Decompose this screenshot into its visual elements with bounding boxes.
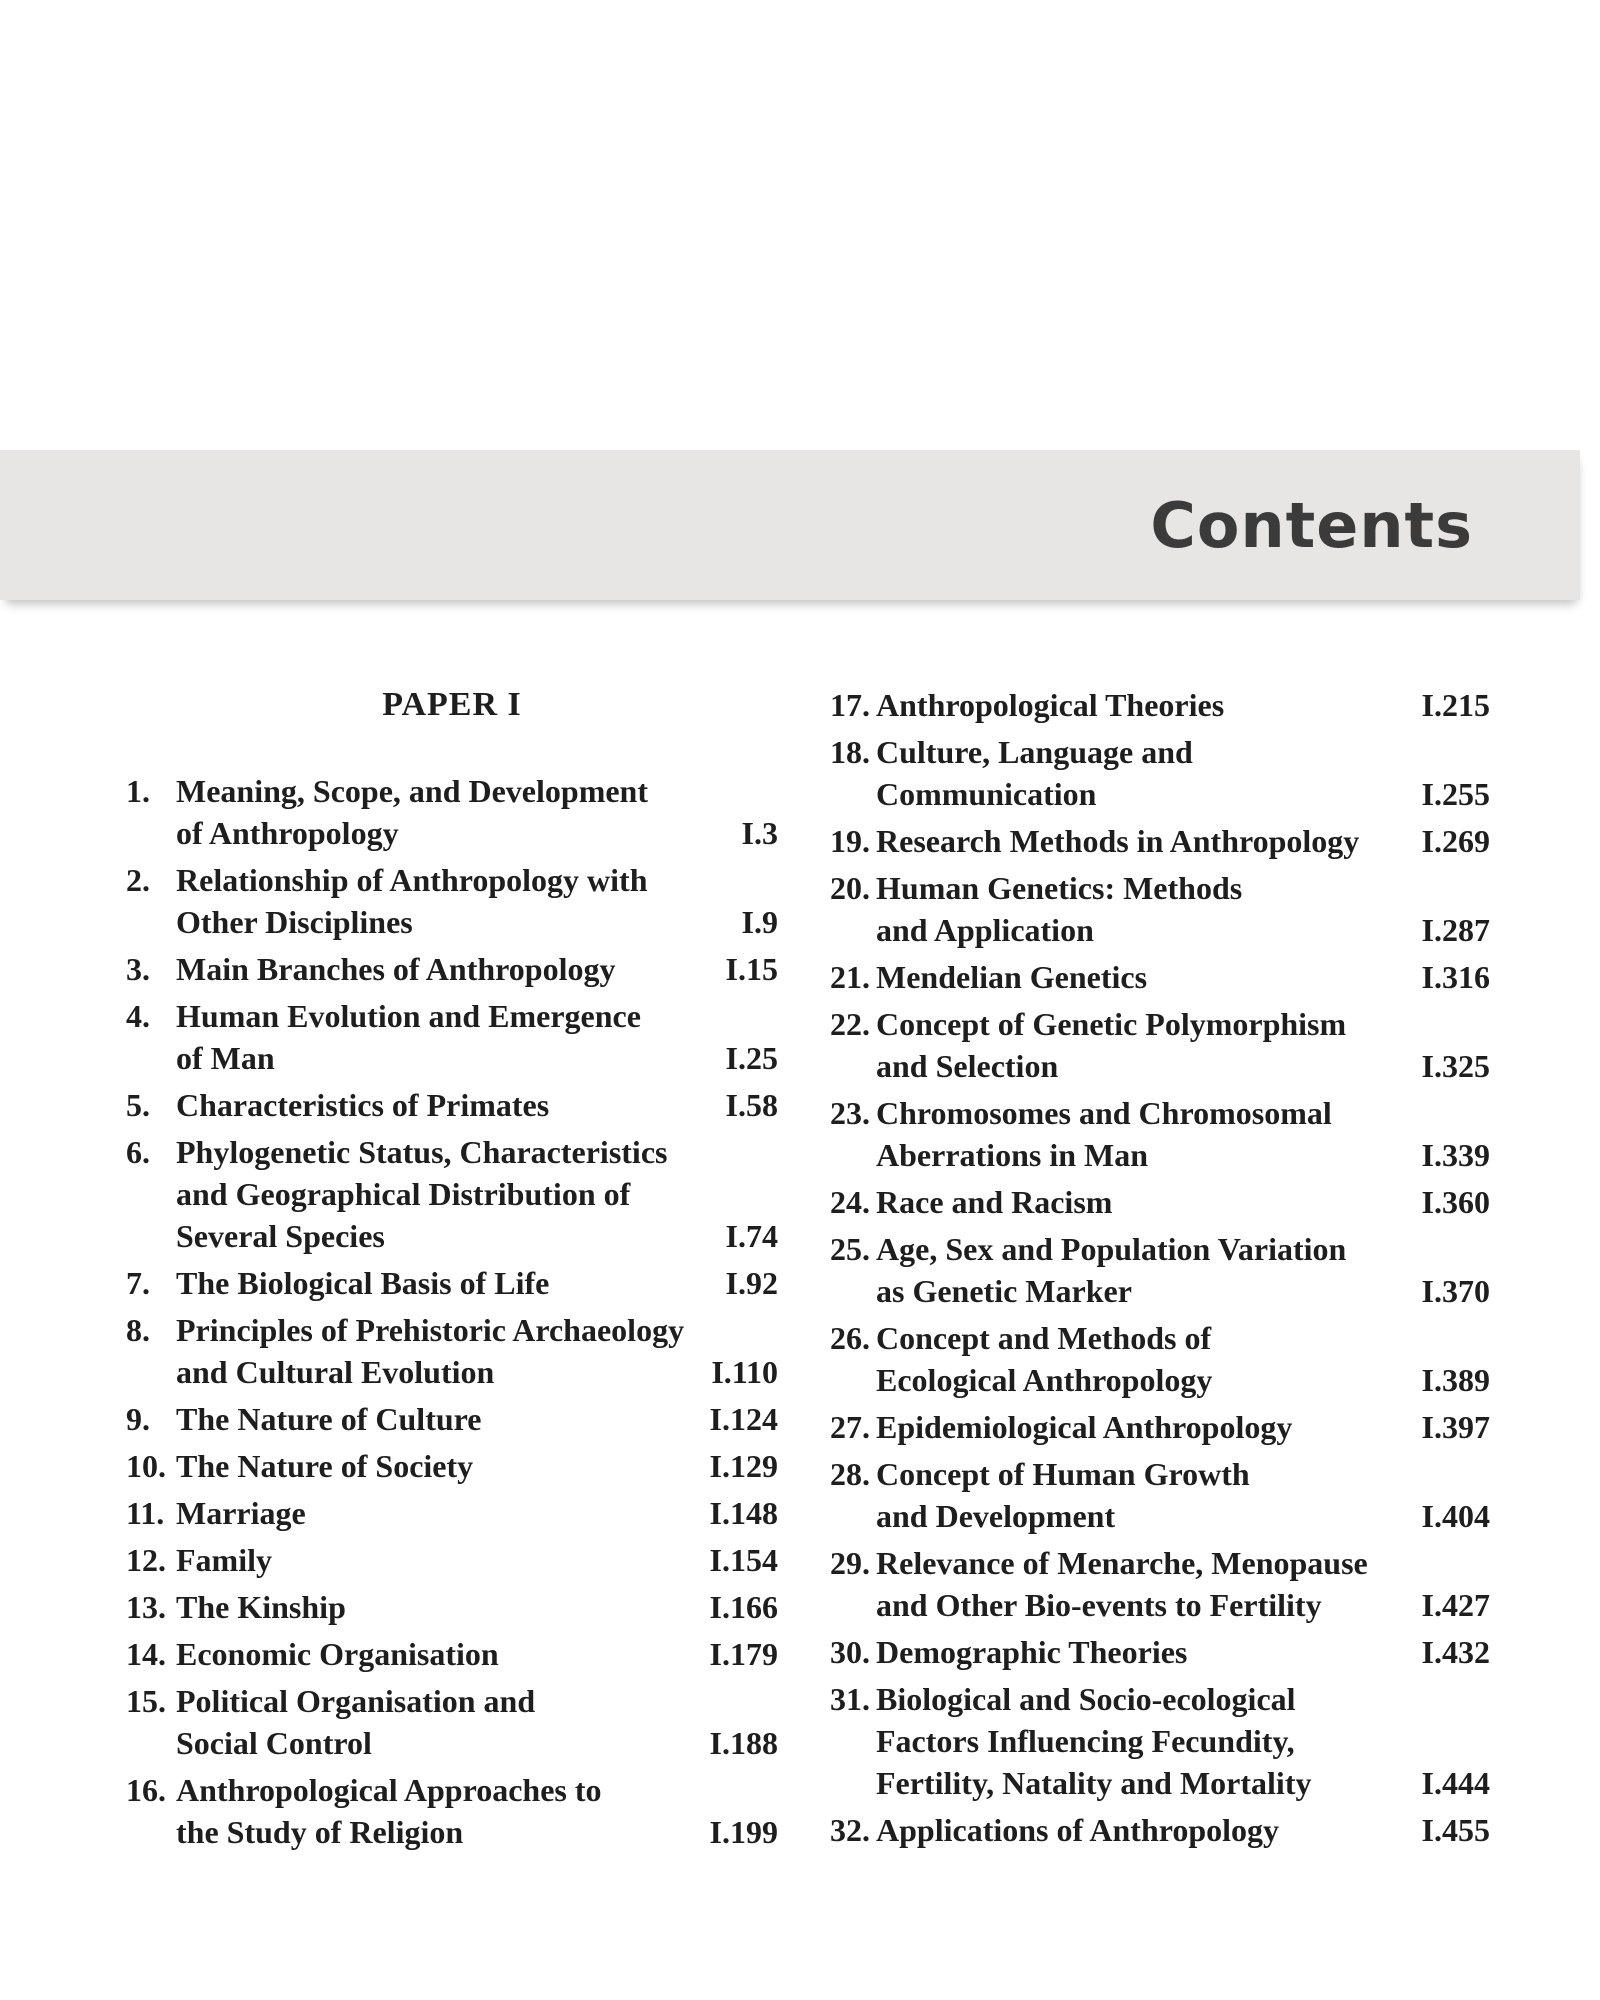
entry-line [176,1351,778,1393]
toc-entry [126,1262,778,1304]
entry-page-number: I.444 [1421,1765,1490,1801]
entry-body [876,1003,1490,1087]
entry-title-text: and Other Bio-events to Fertility [876,1587,1322,1623]
entry-number: 17. [830,687,870,723]
entry-line [176,1309,778,1351]
entry-page-number: I.15 [725,951,778,987]
entry-title-text: Main Branches of Anthropology [176,951,616,987]
toc-entry [830,1809,1490,1851]
entry-number: 6. [126,1134,150,1170]
entry-number: 4. [126,998,150,1034]
entry-line [176,995,778,1037]
entry-body [876,956,1490,998]
entry-title-text: and Cultural Evolution [176,1354,495,1390]
entry-title-text: Marriage [176,1495,306,1531]
entry-page-number: I.148 [709,1495,778,1531]
entry-number: 9. [126,1401,150,1437]
entry-number: 10. [126,1448,166,1484]
entry-title-text: Other Disciplines [176,904,413,940]
entry-line [876,773,1490,815]
entry-title-text: The Nature of Culture [176,1401,482,1437]
entry-page-number: I.154 [709,1542,778,1578]
entry-page-number: I.316 [1421,959,1490,995]
entry-title-text: and Application [876,912,1094,948]
entry-number: 26. [830,1320,870,1356]
entry-line [176,1539,778,1581]
entry-line [876,1762,1490,1804]
entry-title-text: Demographic Theories [876,1634,1188,1670]
entry-line [876,1542,1490,1584]
entry-title-text: Concept of Genetic Polymorphism [876,1006,1347,1042]
entry-title-text: Characteristics of Primates [176,1087,550,1123]
table-of-contents [126,684,1494,1858]
entry-line [876,1134,1490,1176]
toc-entry [830,1631,1490,1673]
entry-page-number: I.25 [725,1040,778,1076]
entry-line [176,812,778,854]
entry-page-number: I.129 [709,1448,778,1484]
entry-page-number: I.179 [709,1636,778,1672]
entry-page-number: I.3 [741,815,778,851]
entry-title-text: Human Evolution and Emergence [176,998,641,1034]
entry-body [176,1769,778,1853]
entry-line [176,859,778,901]
entry-line [876,1631,1490,1673]
entry-title-text: of Man [176,1040,275,1076]
entry-number: 23. [830,1095,870,1131]
entry-title-text: Concept of Human Growth [876,1456,1250,1492]
entry-page-number: I.432 [1421,1634,1490,1670]
entry-body [876,1631,1490,1673]
entry-body [876,1092,1490,1176]
entry-number: 18. [830,734,870,770]
entry-number: 15. [126,1683,166,1719]
entry-number: 30. [830,1634,870,1670]
entry-number: 31. [830,1681,870,1717]
entry-line [876,1181,1490,1223]
entry-number: 16. [126,1772,166,1808]
entry-page-number: I.58 [725,1087,778,1123]
toc-entry [830,1406,1490,1448]
entry-number: 21. [830,959,870,995]
entry-number: 7. [126,1265,150,1301]
entry-body [876,1453,1490,1537]
entry-title-text: the Study of Religion [176,1814,464,1850]
toc-left-entries [126,770,778,1853]
entry-line [876,867,1490,909]
toc-entry [830,1003,1490,1087]
toc-entry [126,995,778,1079]
entry-line [176,1492,778,1534]
entry-line [876,1228,1490,1270]
toc-entry [126,1633,778,1675]
entry-line [876,1495,1490,1537]
entry-body [176,1262,778,1304]
entry-number: 11. [126,1495,165,1531]
entry-number: 8. [126,1312,150,1348]
entry-number: 28. [830,1456,870,1492]
entry-body [876,1406,1490,1448]
toc-entry [830,1181,1490,1223]
entry-line [176,1680,778,1722]
entry-title-text: and Geographical Distribution of [176,1176,631,1212]
entry-body [176,995,778,1079]
toc-entry [830,731,1490,815]
toc-right-entries [830,684,1490,1851]
entry-title-text: Research Methods in Anthropology [876,823,1360,859]
entry-body [876,820,1490,862]
entry-line [876,1584,1490,1626]
entry-title-text: Social Control [176,1725,372,1761]
entry-line [176,1633,778,1675]
entry-title-text: Applications of Anthropology [876,1812,1280,1848]
entry-title-text: Age, Sex and Population Variation [876,1231,1347,1267]
entry-title-text: Epidemiological Anthropology [876,1409,1293,1445]
entry-line [876,956,1490,998]
entry-line [876,820,1490,862]
entry-line [876,1359,1490,1401]
entry-line [876,1406,1490,1448]
entry-title-text: and Development [876,1498,1116,1534]
entry-page-number: I.188 [709,1725,778,1761]
entry-body [876,1678,1490,1804]
entry-title-text: Phylogenetic Status, Characteristics [176,1134,668,1170]
entry-line [176,1398,778,1440]
contents-banner [0,450,1580,600]
entry-line [176,1811,778,1853]
entry-line [176,770,778,812]
toc-entry [830,1542,1490,1626]
entry-number: 19. [830,823,870,859]
entry-number: 14. [126,1636,166,1672]
entry-title-text: Economic Organisation [176,1636,499,1672]
entry-body [176,1131,778,1257]
entry-body [176,1309,778,1393]
toc-entry [126,1398,778,1440]
entry-line [876,909,1490,951]
toc-entry [126,1492,778,1534]
toc-entry [126,1769,778,1853]
entry-body [876,1542,1490,1626]
entry-body [876,684,1490,726]
toc-entry [830,1228,1490,1312]
entry-page-number: I.215 [1421,687,1490,723]
entry-title-text: Relevance of Menarche, Menopause [876,1545,1368,1581]
entry-page-number: I.9 [741,904,778,940]
entry-body [176,1084,778,1126]
entry-page-number: I.370 [1421,1273,1490,1309]
entry-body [176,770,778,854]
entry-line [176,1262,778,1304]
entry-line [876,731,1490,773]
entry-body [876,1317,1490,1401]
entry-number: 3. [126,951,150,987]
entry-page-number: I.124 [709,1401,778,1437]
entry-line [876,1317,1490,1359]
page-title: Contents [1150,489,1473,562]
toc-entry [830,1317,1490,1401]
entry-number: 2. [126,862,150,898]
entry-body [176,1633,778,1675]
entry-number: 12. [126,1542,166,1578]
entry-line [876,1720,1490,1762]
entry-line [176,1037,778,1079]
entry-title-text: Concept and Methods of [876,1320,1212,1356]
entry-body [176,948,778,990]
entry-title-text: Factors Influencing Fecundity, [876,1723,1295,1759]
entry-line [876,1045,1490,1087]
entry-number: 29. [830,1545,870,1581]
entry-title-text: Principles of Prehistoric Archaeology [176,1312,685,1348]
toc-entry [126,770,778,854]
toc-entry [126,859,778,943]
toc-entry [830,1678,1490,1804]
entry-body [176,1539,778,1581]
entry-page-number: I.455 [1421,1812,1490,1848]
paper-heading: PAPER I [382,686,522,723]
entry-title-text: Relationship of Anthropology with [176,862,648,898]
entry-page-number: I.397 [1421,1409,1490,1445]
entry-body [876,1181,1490,1223]
entry-title-text: and Selection [876,1048,1059,1084]
entry-title-text: Human Genetics: Methods [876,870,1243,906]
entry-title-text: Communication [876,776,1097,812]
toc-entry [126,948,778,990]
entry-page-number: I.339 [1421,1137,1490,1173]
entry-body [176,1680,778,1764]
entry-title-text: Political Organisation and [176,1683,536,1719]
entry-page-number: I.427 [1421,1587,1490,1623]
toc-entry [126,1680,778,1764]
toc-entry [830,867,1490,951]
entry-title-text: Biological and Socio-ecological [876,1681,1296,1717]
entry-title-text: The Biological Basis of Life [176,1265,550,1301]
entry-line [176,1173,778,1215]
entry-body [176,1398,778,1440]
entry-line [176,1769,778,1811]
entry-number: 20. [830,870,870,906]
entry-title-text: of Anthropology [176,815,399,851]
entry-body [876,867,1490,951]
entry-line [176,1586,778,1628]
entry-page-number: I.325 [1421,1048,1490,1084]
entry-line [876,1453,1490,1495]
entry-title-text: Mendelian Genetics [876,959,1148,995]
entry-line [176,1084,778,1126]
entry-line [176,1445,778,1487]
entry-title-text: Race and Racism [876,1184,1113,1220]
entry-title-text: Family [176,1542,272,1578]
toc-left-column [126,684,778,1858]
entry-page-number: I.110 [711,1354,778,1390]
entry-line [876,1270,1490,1312]
entry-body [176,859,778,943]
entry-page-number: I.287 [1421,912,1490,948]
toc-entry [126,1084,778,1126]
toc-entry [126,1309,778,1393]
toc-entry [126,1131,778,1257]
entry-title-text: Aberrations in Man [876,1137,1148,1173]
entry-line [176,948,778,990]
entry-body [176,1445,778,1487]
toc-entry [126,1445,778,1487]
entry-title-text: Culture, Language and [876,734,1193,770]
entry-line [176,1215,778,1257]
entry-body [876,1809,1490,1851]
entry-page-number: I.166 [709,1589,778,1625]
entry-line [876,1809,1490,1851]
entry-body [876,1228,1490,1312]
entry-line [876,1678,1490,1720]
entry-page-number: I.199 [709,1814,778,1850]
entry-page-number: I.92 [725,1265,778,1301]
entry-number: 13. [126,1589,166,1625]
entry-body [176,1492,778,1534]
entry-title-text: The Kinship [176,1589,346,1625]
entry-number: 22. [830,1006,870,1042]
entry-title-text: The Nature of Society [176,1448,474,1484]
entry-line [876,1003,1490,1045]
toc-entry [830,956,1490,998]
toc-entry [830,684,1490,726]
entry-page-number: I.360 [1421,1184,1490,1220]
entry-title-text: Ecological Anthropology [876,1362,1213,1398]
entry-number: 25. [830,1231,870,1267]
entry-body [176,1586,778,1628]
toc-entry [830,820,1490,862]
entry-number: 5. [126,1087,150,1123]
entry-number: 32. [830,1812,870,1848]
entry-number: 1. [126,773,150,809]
entry-title-text: Chromosomes and Chromosomal [876,1095,1332,1131]
entry-title-text: Meaning, Scope, and Development [176,773,648,809]
toc-entry [830,1453,1490,1537]
entry-line [876,1092,1490,1134]
entry-title-text: Anthropological Theories [876,687,1225,723]
entry-page-number: I.255 [1421,776,1490,812]
entry-line [176,1722,778,1764]
entry-page-number: I.404 [1421,1498,1490,1534]
entry-line [176,901,778,943]
toc-right-column [830,684,1490,1858]
entry-page-number: I.389 [1421,1362,1490,1398]
entry-title-text: Anthropological Approaches to [176,1772,602,1808]
toc-entry [126,1586,778,1628]
entry-page-number: I.269 [1421,823,1490,859]
entry-title-text: as Genetic Marker [876,1273,1132,1309]
entry-line [176,1131,778,1173]
toc-entry [830,1092,1490,1176]
entry-number: 24. [830,1184,870,1220]
entry-body [876,731,1490,815]
entry-number: 27. [830,1409,870,1445]
entry-title-text: Fertility, Natality and Mortality [876,1765,1312,1801]
entry-page-number: I.74 [725,1218,778,1254]
entry-title-text: Several Species [176,1218,385,1254]
toc-entry [126,1539,778,1581]
entry-line [876,684,1490,726]
